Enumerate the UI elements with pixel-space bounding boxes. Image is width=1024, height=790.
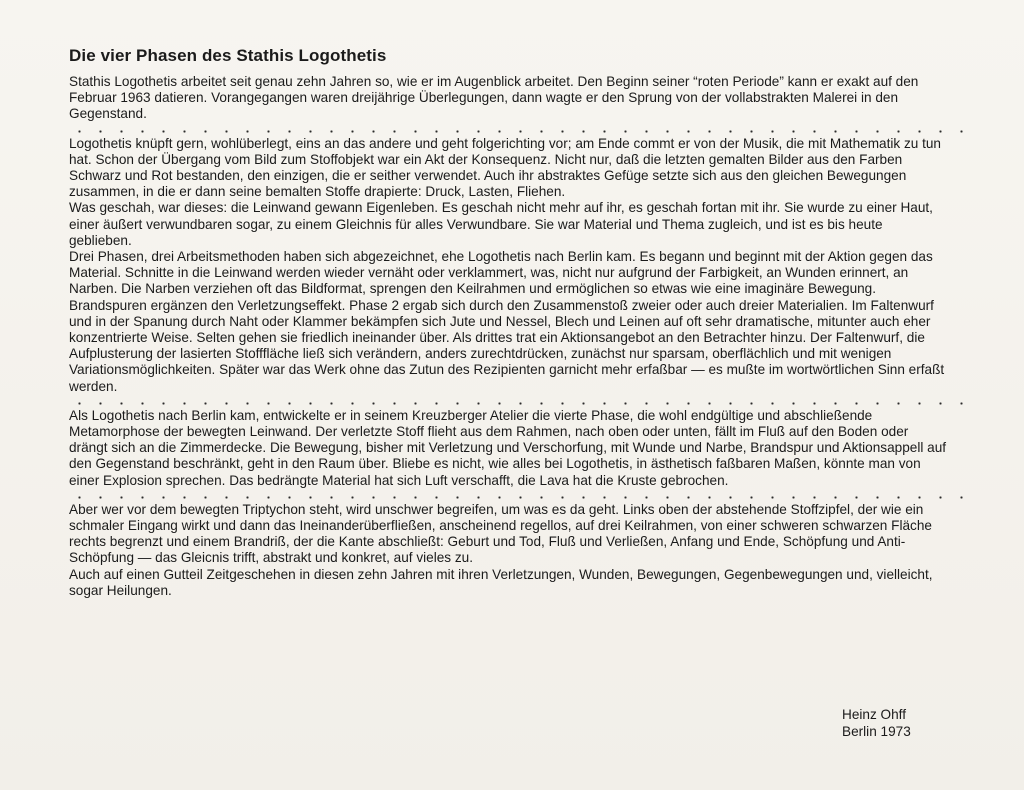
paragraph: Auch auf einen Gutteil Zeitgeschehen in diesen zehn Jahren mit ihren Verletzungen, Wunden, Bewegungen, Gegenbewegungen und, vielleicht, sogar Heilungen. (69, 566, 933, 598)
page-title: Die vier Phasen des Stathis Logothetis (69, 46, 387, 65)
author-name: Heinz Ohff (842, 707, 906, 722)
dotted-separator (69, 491, 969, 500)
signature-block (842, 706, 911, 740)
paragraph: Drei Phasen, drei Arbeitsmethoden haben sich abgezeichnet, ehe Logothetis nach Berlin kam. Es begann und beginnt mit der Aktion gegen das Material. Schnitte in die Leinwand werden wieder vernäht oder verklammert, was, nicht nur aufgrund der Farbigkeit, an Wunden erinnert, an Narben. Die Narben verziehen oft das Bildformat, sprengen den Keilrahmen und ermöglichen so etwas wie eine imaginäre Bewegung. Brandspuren ergänzen den Verletzungseffekt. Phase 2 ergab sich durch den Zusammenstoß zweier oder auch dreier Materialien. Im Faltenwurf und in der Spanung durch Naht oder Klammer bekämpfen sich Jute und Nessel, Blech und Leinen auf oft sehr dramatische, mitunter auch eher konzentrierte Weise. Selten gehen sie friedlich ineinander über. Als drittes trat ein Aktionsangebot an den Betrachter hinzu. Der Faltenwurf, die Aufplusterung der lasierten Stofffläche ließ sich verändern, anders zurechtdrücken, zunächst nur sparsam, oberflächlich und mit wenigen Variationsmöglichkeiten. Später war das Werk ohne das Zutun des Rezipienten garnicht mehr erfaßbar — es mußte im wortwörtlichen Sinn erfaßt werden. (69, 249, 945, 394)
paragraph: Aber wer vor dem bewegten Triptychon steht, wird unschwer begreifen, um was es da geht. Links oben der abstehende Stoffzipfel, der wie ein schmaler Eingang wirkt und dann das Ineinanderüberfließen, anscheinend regellos, auf drei Keilrahmen, von einer schweren schwarzen Fläche rechts begrenzt und einem Brandriß, der die Kante abschließt: Geburt und Tod, Fluß und Verließen, Anfang und Ende, Schöpfung und Anti-Schöpfung — das Gleicnis trifft, abstrakt und konkret, auf vieles zu. (69, 501, 932, 566)
paragraph: Als Logothetis nach Berlin kam, entwickelte er in seinem Kreuzberger Atelier die vierte Phase, die wohl endgültige und abschließende Metamorphose der bewegten Leinwand. Der verletzte Stoff flieht aus dem Rahmen, nach oben oder unten, fällt im Fluß auf den Boden oder drängt sich an die Zimmerdecke. Die Bewegung, bisher mit Verletzung und Verschorfung, mit Wunde und Narbe, Brandspur und Aktionsappell auf den Gegenstand beschränkt, geht in den Raum über. Bliebe es nicht, wie alles bei Logothetis, in ästhetisch faßbaren Maßen, könnte man von einer Explosion sprechen. Das bedrängte Material hat sich Luft verschafft, die Lava hat die Kruste gebrochen. (69, 407, 947, 488)
paragraph: Stathis Logothetis arbeitet seit genau zehn Jahren so, wie er im Augenblick arbeitet. Den Beginn seiner “roten Periode” kann er exakt auf den Februar 1963 datieren. Vorangegangen waren dreijährige Überlegungen, dann wagte er den Sprung von der vollabstrakten Malerei in den Gegenstand. (69, 74, 919, 122)
dotted-separator (69, 125, 969, 134)
article (69, 46, 949, 599)
place-year: Berlin 1973 (842, 724, 911, 739)
paragraph: Was geschah, war dieses: die Leinwand gewann Eigenleben. Es geschah nicht mehr auf ihr, es geschah fortan mit ihr. Sie wurde zu einer Haut, einer äußert verwundbaren sogar, zu einem Gleichnis für alles Verwundbare. Sie war Material und Thema zugleich, und ist es bis heute geblieben. (69, 200, 933, 248)
dotted-separator (69, 397, 969, 406)
paragraph: Logothetis knüpft gern, wohlüberlegt, eins an das andere und geht folgerichting vor; am Ende commt er von der Musik, die mit Mathematik zu tun hat. Schon der Übergang vom Bild zum Stoffobjekt war ein Akt der Konsequenz. Nicht nur, daß die letzten gemalten Bilder aus den Farben Schwarz und Rot bestanden, den einzigen, die er seither verwendet. Auch ihr abstraktes Gefüge setzte sich aus den gleichen Bewegungen zusammen, in die er dann seine bemalten Stoffe drapierte: Druck, Lasten, Fliehen. (69, 135, 941, 200)
